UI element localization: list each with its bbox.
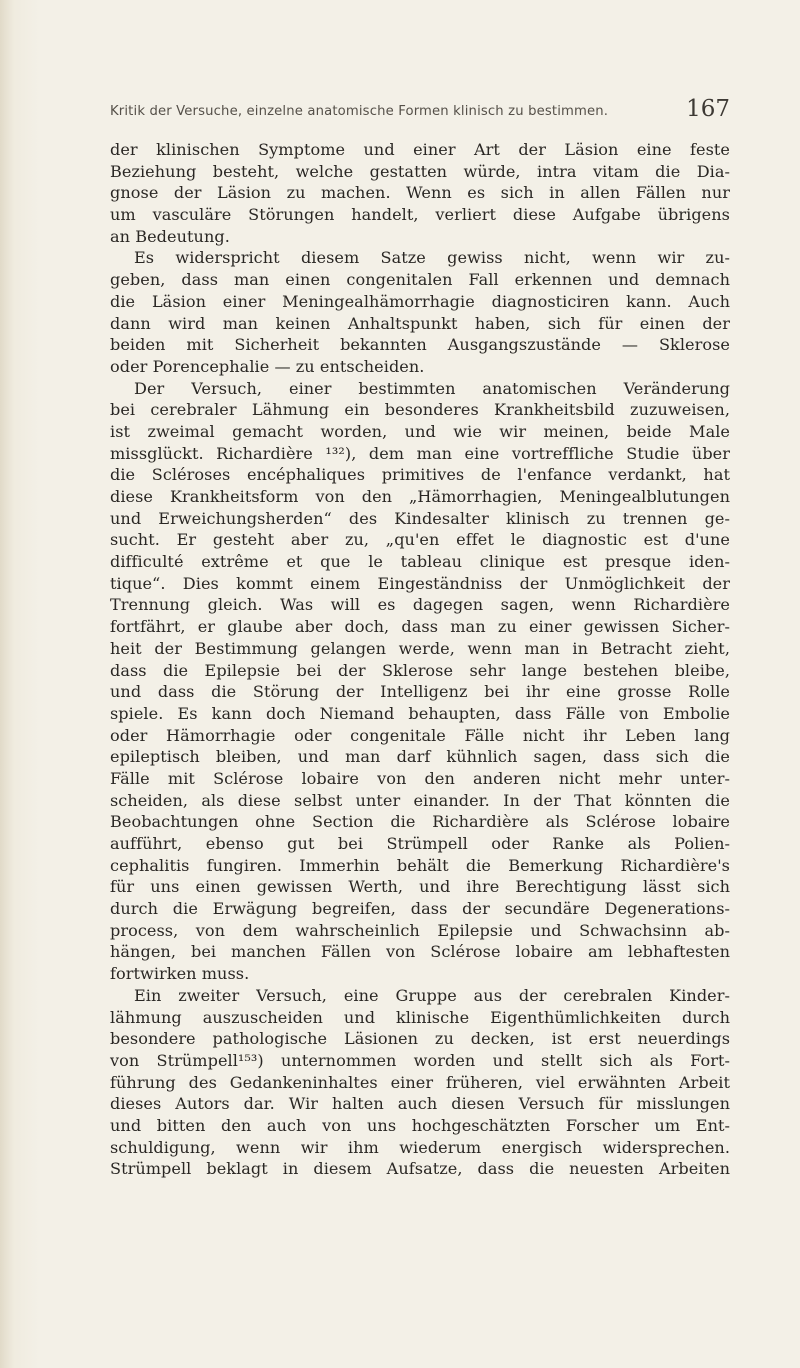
text-line: Trennung gleich. Was will es dagegen sagen, wenn Richardière [110,595,730,615]
text-line: der klinischen Symptome und einer Art der Läsion eine feste [110,140,730,159]
text-line: durch die Erwägung begreifen, dass der secundäre Degenerations- [110,899,730,919]
text-line: geben, dass man einen congenitalen Fall erkennen und demnach [110,270,730,290]
text-line: missglückt. Richardière ¹³²), dem man eine vortreffliche Studie über [110,443,730,463]
text-line: dass die Epilepsie bei der Sklerose sehr lange bestehen bleibe, [110,660,730,680]
text-line: führung des Gedankeninhaltes einer früheren, viel erwähnten Arbeit [110,1072,730,1092]
text-line: cephalitis fungiren. Immerhin behält die Bemerkung Richardière's [110,855,730,875]
running-head-title: Kritik der Versuche, einzelne anatomische Formen klinisch zu bestimmen. [110,104,609,119]
text-line: beiden mit Sicherheit bekannten Ausgangszustände — Sklerose [110,335,730,355]
text-line: an Bedeutung. [110,226,230,246]
text-line: aufführt, ebenso gut bei Strümpell oder Ranke als Polien- [110,834,730,853]
text-line: bei cerebraler Lähmung ein besonderes Krankheitsbild zuzuweisen, [110,400,730,420]
text-line: dieses Autors dar. Wir halten auch diesen Versuch für misslungen [110,1094,730,1114]
text-line: epileptisch bleiben, und man darf kühnlich sagen, dass sich die [110,747,730,767]
page-number: 167 [686,96,730,122]
text-line: heit der Bestimmung gelangen werde, wenn man in Betracht zieht, [110,638,730,658]
text-line: Beobachtungen ohne Section die Richardière als Sclérose lobaire [110,812,730,832]
text-line: gnose der Läsion zu machen. Wenn es sich in allen Fällen nur [110,183,730,203]
body-text [110,139,730,1180]
text-line: Beziehung besteht, welche gestatten würde, intra vitam die Dia- [110,161,730,181]
text-line: process, von dem wahrscheinlich Epilepsie und Schwachsinn ab- [110,920,730,940]
text-line: Der Versuch, einer bestimmten anatomischen Veränderung [134,378,730,398]
text-line: die Läsion einer Meningealhämorrhagie diagnosticiren kann. Auch [110,291,730,311]
text-line: hängen, bei manchen Fällen von Sclérose lobaire am lebhaftesten [110,942,730,962]
text-line: um vasculäre Störungen handelt, verliert diese Aufgabe übrigens [110,205,730,225]
text-line: Ein zweiter Versuch, eine Gruppe aus der cerebralen Kinder- [134,985,730,1005]
text-line: spiele. Es kann doch Niemand behaupten, dass Fälle von Embolie [110,703,730,723]
text-line: scheiden, als diese selbst unter einander. In der That könnten die [110,790,730,810]
text-line: ist zweimal gemacht worden, und wie wir meinen, beide Male [110,421,730,441]
text-line: und Erweichungsherden“ des Kindesalter klinisch zu trennen ge- [110,508,730,528]
text-line: von Strümpell¹⁵³) unternommen worden und stellt sich als Fort- [110,1050,730,1070]
text-line: Fälle mit Sclérose lobaire von den anderen nicht mehr unter- [110,768,730,788]
text-line: dann wird man keinen Anhaltspunkt haben, sich für einen der [110,313,730,333]
text-line: fortwirken muss. [110,964,250,984]
running-head [110,94,730,124]
text-line: und dass die Störung der Intelligenz bei ihr eine grosse Rolle [110,682,730,702]
text-line: schuldigung, wenn wir ihm wiederum energisch widersprechen. [110,1137,730,1157]
text-line: die Scléroses encéphaliques primitives de l'enfance verdankt, hat [110,465,730,485]
text-line: fortfährt, er glaube aber doch, dass man zu einer gewissen Sicher- [110,617,730,637]
text-line: lähmung auszuscheiden und klinische Eigenthümlichkeiten durch [110,1007,730,1027]
text-line: oder Hämorrhagie oder congenitale Fälle nicht ihr Leben lang [110,725,730,745]
text-line: tique“. Dies kommt einem Eingeständniss der Unmöglichkeit der [110,573,730,593]
text-line: Strümpell beklagt in diesem Aufsatze, dass die neuesten Arbeiten [110,1159,730,1179]
text-line: sucht. Er gesteht aber zu, „qu'en effet le diagnostic est d'une [110,530,730,550]
text-line: für uns einen gewissen Werth, und ihre Berechtigung lässt sich [110,877,730,897]
text-line: und bitten den auch von uns hochgeschätzten Forscher um Ent- [110,1115,730,1135]
text-line: oder Porencephalie — zu entscheiden. [110,356,425,376]
text-line: Es widerspricht diesem Satze gewiss nicht, wenn wir zu- [134,248,730,268]
text-line: besondere pathologische Läsionen zu decken, ist erst neuerdings [110,1029,730,1049]
text-line: difficulté extrême et que le tableau clinique est presque iden- [110,552,730,572]
text-line: diese Krankheitsform von den „Hämorrhagien, Meningealblutungen [110,487,730,506]
